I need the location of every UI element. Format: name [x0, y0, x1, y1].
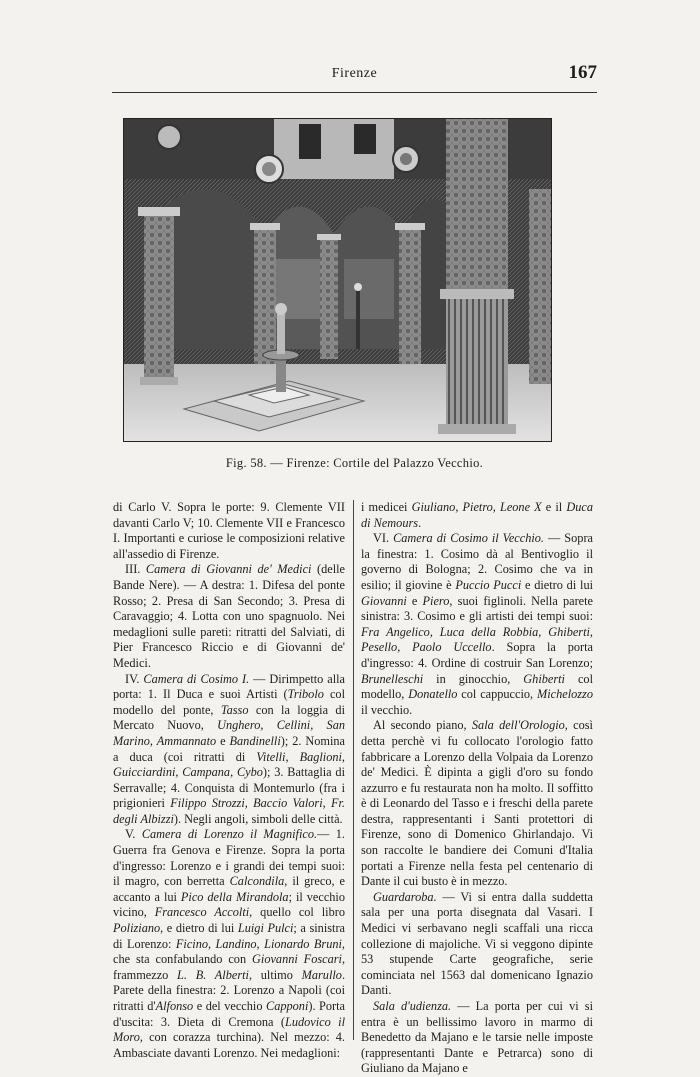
paragraph-camera-cosimo-i: IV. Camera di Cosimo I. — Dirimpetto alla porta: 1. Il Duca e suoi Artisti (Tribolo col modello del ponte, Tasso con la loggia di Mercato Nuovo, Unghero, Cellini, San Marino, Ammannato e Bandinelli); 2. Nomina a duca (coi ritratti di Vitelli, Baglioni, Guicciardini, Campana, Cybo); 3. Battaglia di Serravalle; 4. Conquista di Montemurlo (fra i prigionieri Filippo Strozzi, Baccio Valori, Fr. degli Albizzi). Negli angoli, simboli delle città.	[113, 671, 346, 826]
paragraph-camera-lorenzo: V. Camera di Lorenzo il Magnifico.— 1. Guerra fra Genova e Firenze. Sopra la porta d'ingresso: Lorenzo e i grandi dei tempi suoi: il magro, con berretta Calcondila, il greco, e accanto a lui Pico della Mirandola; il vecchio vicino, Francesco Accolti, quello col libro Poliziano, e dietro di lui Luigi Pulci; a sinistra di Lorenzo: Ficino, Landino, Lionardo Bruni, che sta confabulando con Giovanni Foscari, frammezzo L. B. Alberti, ultimo Marullo. Parete della finestra: 2. Lorenzo a Napoli (coi ritratti d'Alfonso e del vecchio Capponi). Porta d'uscita: 3. Dieta di Cremona (Ludovico il Moro, con corazza turchina). Nel mezzo: 4. Ambasciate davanti Lorenzo. Nei medaglioni:	[113, 827, 346, 1060]
courtyard-photograph	[123, 118, 552, 442]
column-divider	[353, 500, 354, 1040]
paragraph-camera-giovanni: III. Camera di Giovanni de' Medici (delle Bande Nere). — A destra: 1. Difesa del ponte Rosso; 2. Presa di San Secondo; 3. Presa di Caravaggio; 4. Lotta con uno spagnuolo. Nei medaglioni sulle pareti: ritratti del Salviati, di Pier Francesco Riccio e di Giovanni de' Medici.	[113, 562, 345, 670]
paragraph-camera-cosimo-vecchio: VI. Camera di Cosimo il Vecchio. — Sopra la finestra: 1. Cosimo dà al Bentivoglio il governo di Bologna; 2. Cosimo che va in esilio; il giovine è Puccio Pucci e dietro di lui Giovanni e Piero, suoi figlinoli. Nella parete sinistra: 3. Cosimo e gli artisti dei tempi suoi: Fra Angelico, Luca della Robbia, Ghiberti, Pesello, Paolo Uccello. Sopra la porta d'ingresso: 4. Ordine di costruir San Lorenzo; Brunelleschi in ginocchio, Ghiberti col modello, Donatello col cappuccio, Michelozzo il vecchio.	[361, 531, 594, 717]
paragraph-sala-udienza: Sala d'udienza. — La porta per cui vi si entra è un bellissimo lavoro in marmo di Benedetto da Majano e le tarsie nelle imposte (rappresentanti Dante e Petrarca) sono di Giuliano da Majano e	[361, 999, 593, 1076]
left-column	[113, 500, 345, 1061]
courtyard-illustration	[124, 119, 551, 441]
header-rule	[112, 92, 597, 93]
paragraph-guardaroba: Guardaroba. — Vi si entra dalla suddetta sala per una porta disegnata dal Vasari. I Medici vi serbavano negli scaffali una ricca collezione di majoliche. Vi si veggono dipinte 53 stupende Carte geografiche, serie cominciata nel 1563 dal domenicano Ignazio Danti.	[361, 889, 593, 998]
page-header	[112, 62, 597, 86]
running-title: Firenze	[331, 66, 378, 81]
page-number: 167	[568, 62, 597, 83]
figure-caption: Fig. 58. — Firenze: Cortile del Palazzo Vecchio.	[225, 456, 484, 470]
right-column	[361, 500, 593, 1077]
paragraph-sala-orologio: Al secondo piano, Sala dell'Orologio, così detta perchè vi fu collocato l'orologio fatto fabbricare a Lorenzo della Volpaia da Lorenzo de' Medici. È dipinta a gigli d'oro su fondo azzurro e fu restaurata non ha molto. Il soffitto è di Leonardo del Tasso e i freschi della parete destra, rappresentanti i Santi protettori di Firenze, sono di Domenico Ghirlandajo. Vi son raccolte le bandiere dei Comuni d'Italia portati a Firenze nella festa pel centenario di Dante il cui busto è in mezzo.	[361, 718, 593, 889]
paragraph-assedio: di Carlo V. Sopra le porte: 9. Clemente VII davanti Carlo V; 10. Clemente VII e Francesco I. Importanti e curiose le composizioni relative all'assedio di Firenze.	[113, 500, 345, 561]
paragraph-medaglioni: i medicei Giuliano, Pietro, Leone X e il Duca di Nemours.	[361, 500, 593, 530]
